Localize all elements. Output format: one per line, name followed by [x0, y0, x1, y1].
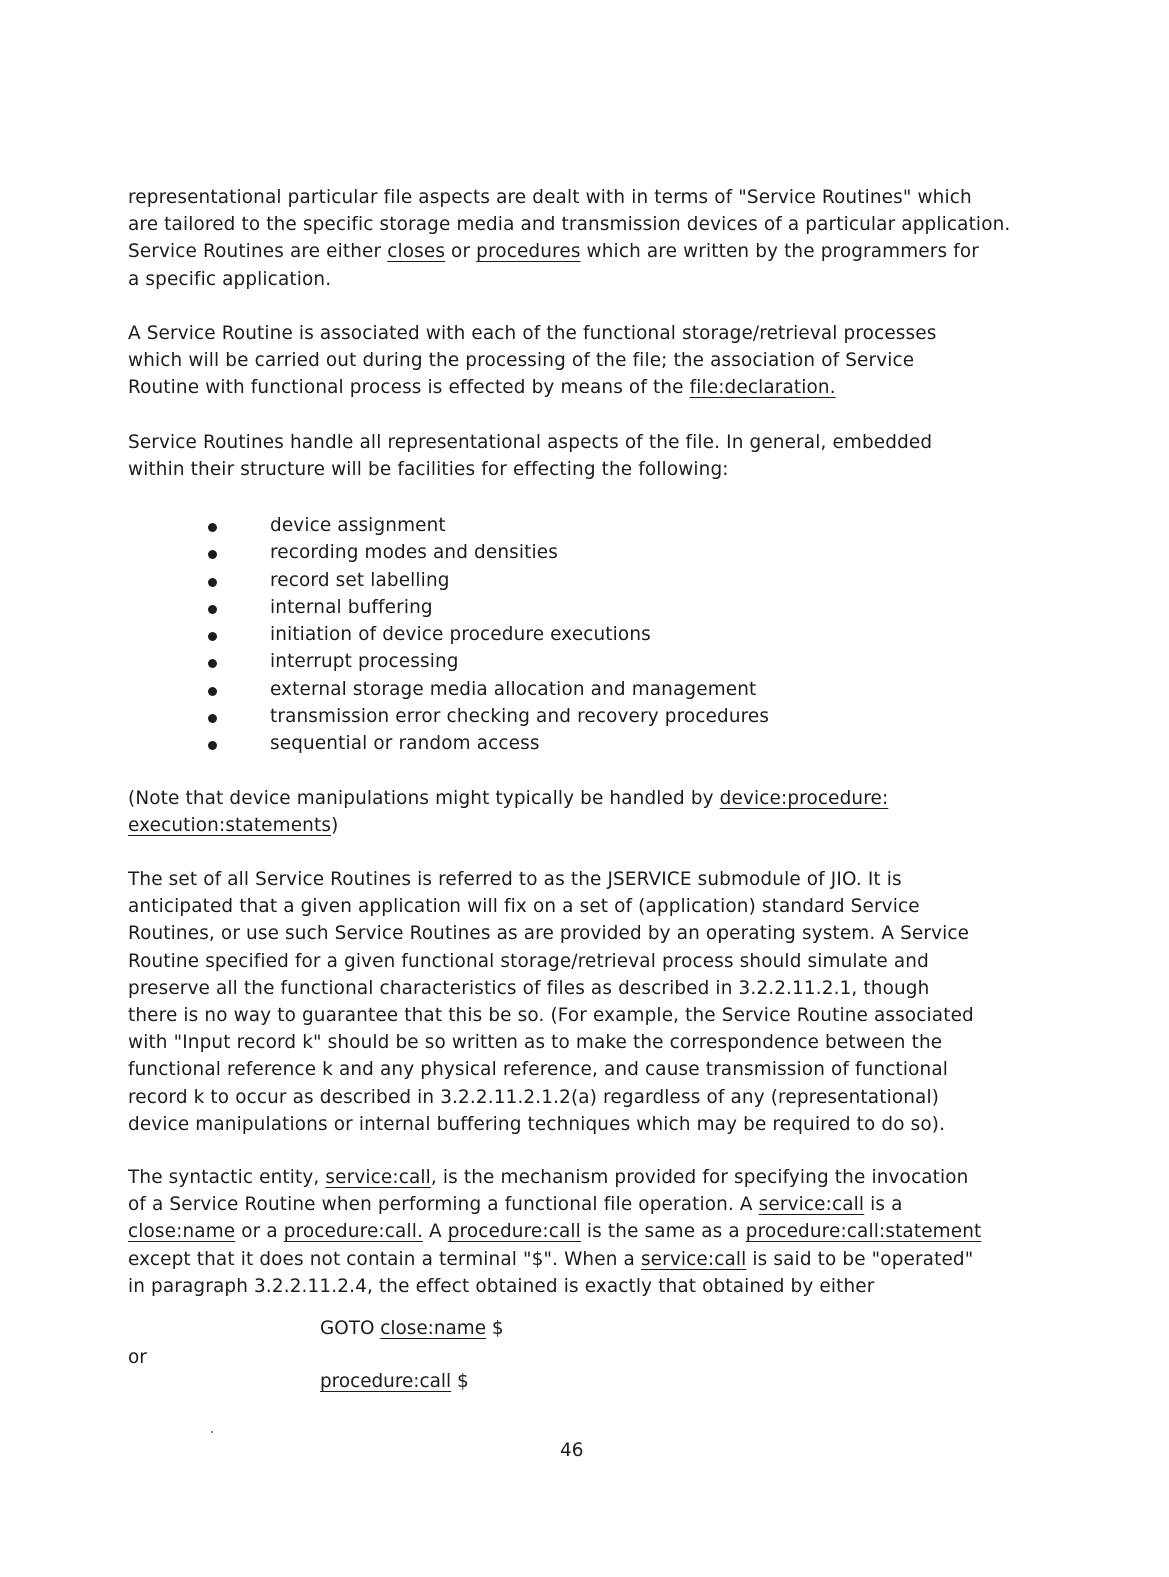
- code-terminator: $: [486, 1318, 504, 1339]
- text-line: [128, 812, 1088, 839]
- facilities-bullet-list: [200, 512, 769, 758]
- text-line: a specific application.: [128, 268, 332, 290]
- text-line: device manipulations or internal buffering techniques which may be required to do so).: [128, 1113, 946, 1135]
- term-procedures: procedures: [476, 241, 581, 263]
- scan-speck: [211, 1431, 213, 1433]
- list-item-text: external storage media allocation and management: [270, 678, 757, 700]
- list-item: [200, 648, 769, 675]
- list-item: [200, 512, 769, 539]
- text-line: Routine specified for a given functional storage/retrieval process should simulate and: [128, 950, 929, 972]
- term-file-declaration: file:declaration.: [689, 377, 836, 399]
- bullet-icon: [208, 741, 217, 750]
- text-run: Service Routines are either: [128, 241, 388, 263]
- code-terminator: $: [451, 1371, 469, 1392]
- paragraph-jservice-submodule: [128, 866, 1088, 1138]
- bullet-icon: [208, 714, 217, 723]
- list-item-text: interrupt processing: [270, 651, 459, 673]
- text-line: Routines, or use such Service Routines as are provided by an operating system. A Service: [128, 923, 970, 945]
- code-goto-close-name: [320, 1315, 504, 1342]
- text-line: with "Input record k" should be so written as to make the correspondence between the: [128, 1032, 943, 1054]
- list-item: [200, 676, 769, 703]
- list-item: [200, 567, 769, 594]
- text-line: within their structure will be facilities for effecting the following:: [128, 459, 729, 481]
- text-line: preserve all the functional characteristics of files as described in 3.2.2.11.2.1, though: [128, 977, 930, 999]
- text-run: or: [445, 241, 477, 263]
- bullet-icon: [208, 550, 217, 559]
- list-item-text: internal buffering: [270, 596, 433, 618]
- text-line: [128, 785, 1088, 812]
- text-run: is said to be "operated": [746, 1248, 974, 1270]
- list-item-text: transmission error checking and recovery procedures: [270, 706, 770, 728]
- term-procedure-call-statement: procedure:call:statement: [745, 1221, 982, 1243]
- text-run: Routine with functional process is effected by means of the: [128, 377, 690, 399]
- list-item-text: sequential or random access: [270, 733, 540, 755]
- text-line: record k to occur as described in 3.2.2.11.2.1.2(a) regardless of any (representational): [128, 1086, 940, 1108]
- paragraph-device-manipulation-note: [128, 785, 1088, 839]
- list-item: [200, 730, 769, 757]
- text-line: functional reference k and any physical reference, and cause transmission of functional: [128, 1059, 949, 1081]
- bullet-icon: [208, 687, 217, 696]
- text-run: A: [422, 1221, 448, 1243]
- term-close-name: close:name: [128, 1221, 236, 1243]
- text-run: is a: [864, 1194, 903, 1216]
- term-service-call: service:call: [758, 1194, 865, 1216]
- paragraph-service-routine-association: [128, 320, 1088, 402]
- list-item-text: record set labelling: [270, 569, 450, 591]
- text-line: are tailored to the specific storage media and transmission devices of a particular application.: [128, 214, 1011, 236]
- list-item: [200, 703, 769, 730]
- or-connector: or: [128, 1347, 147, 1368]
- code-procedure-call: [320, 1368, 469, 1395]
- text-line: there is no way to guarantee that this be so. (For example, the Service Routine associated: [128, 1005, 974, 1027]
- text-line: A Service Routine is associated with each of the functional storage/retrieval processes: [128, 323, 937, 344]
- bullet-icon: [208, 605, 217, 614]
- text-line: [128, 1191, 1088, 1218]
- term-close-name: close:name: [380, 1318, 487, 1339]
- bullet-icon: [208, 578, 217, 587]
- list-item: [200, 539, 769, 566]
- term-closes: closes: [387, 241, 446, 263]
- text-line: in paragraph 3.2.2.11.2.4, the effect obtained is exactly that obtained by either: [128, 1275, 875, 1297]
- text-run: (Note that device manipulations might typically be handled by: [128, 788, 720, 809]
- term-service-call: service:call: [640, 1248, 747, 1270]
- paragraph-service-routines-intro: [128, 184, 1088, 293]
- list-item: [200, 621, 769, 648]
- text-run: is the same as a: [580, 1221, 746, 1243]
- code-keyword: GOTO: [320, 1318, 381, 1339]
- text-run: The syntactic entity,: [128, 1167, 326, 1188]
- text-line: [128, 238, 1088, 265]
- text-line: which will be carried out during the processing of the file; the association of Service: [128, 350, 915, 372]
- text-line: [128, 1218, 1088, 1245]
- text-line: anticipated that a given application will fix on a set of (application) standard Service: [128, 896, 920, 918]
- term-service-call: service:call: [325, 1167, 431, 1188]
- text-run: of a Service Routine when performing a functional file operation. A: [128, 1194, 759, 1216]
- text-line: Service Routines handle all representational aspects of the file. In general, embedded: [128, 432, 933, 453]
- term-procedure-call: procedure:call.: [283, 1221, 423, 1243]
- list-item-text: device assignment: [270, 515, 446, 536]
- bullet-icon: [208, 523, 217, 532]
- text-run: , is the mechanism provided for specifying the invocation: [430, 1167, 969, 1188]
- text-run: or a: [235, 1221, 284, 1243]
- list-item-text: initiation of device procedure executions: [270, 624, 651, 646]
- term-device-procedure: device:procedure:: [719, 788, 889, 809]
- text-run: except that it does not contain a terminal "$". When a: [128, 1248, 641, 1270]
- text-line: The set of all Service Routines is referred to as the JSERVICE submodule of JIO. It is: [128, 869, 902, 890]
- text-run: which are written by the programmers for: [580, 241, 979, 263]
- term-procedure-call: procedure:call: [447, 1221, 581, 1243]
- list-item-text: recording modes and densities: [270, 542, 558, 564]
- bullet-icon: [208, 632, 217, 641]
- list-item: [200, 594, 769, 621]
- page-number: 46: [560, 1440, 584, 1461]
- term-execution-statements: execution:statements: [128, 815, 332, 837]
- bullet-icon: [208, 659, 217, 668]
- paragraph-service-call-syntax: [128, 1164, 1088, 1300]
- term-procedure-call: procedure:call: [320, 1371, 452, 1392]
- text-run: ): [331, 815, 339, 837]
- text-line: [128, 1164, 1088, 1191]
- text-line: representational particular file aspects are dealt with in terms of "Service Routines" which: [128, 187, 972, 208]
- text-line: [128, 374, 1088, 401]
- text-line: [128, 1246, 1088, 1273]
- paragraph-representational-aspects: [128, 429, 1088, 483]
